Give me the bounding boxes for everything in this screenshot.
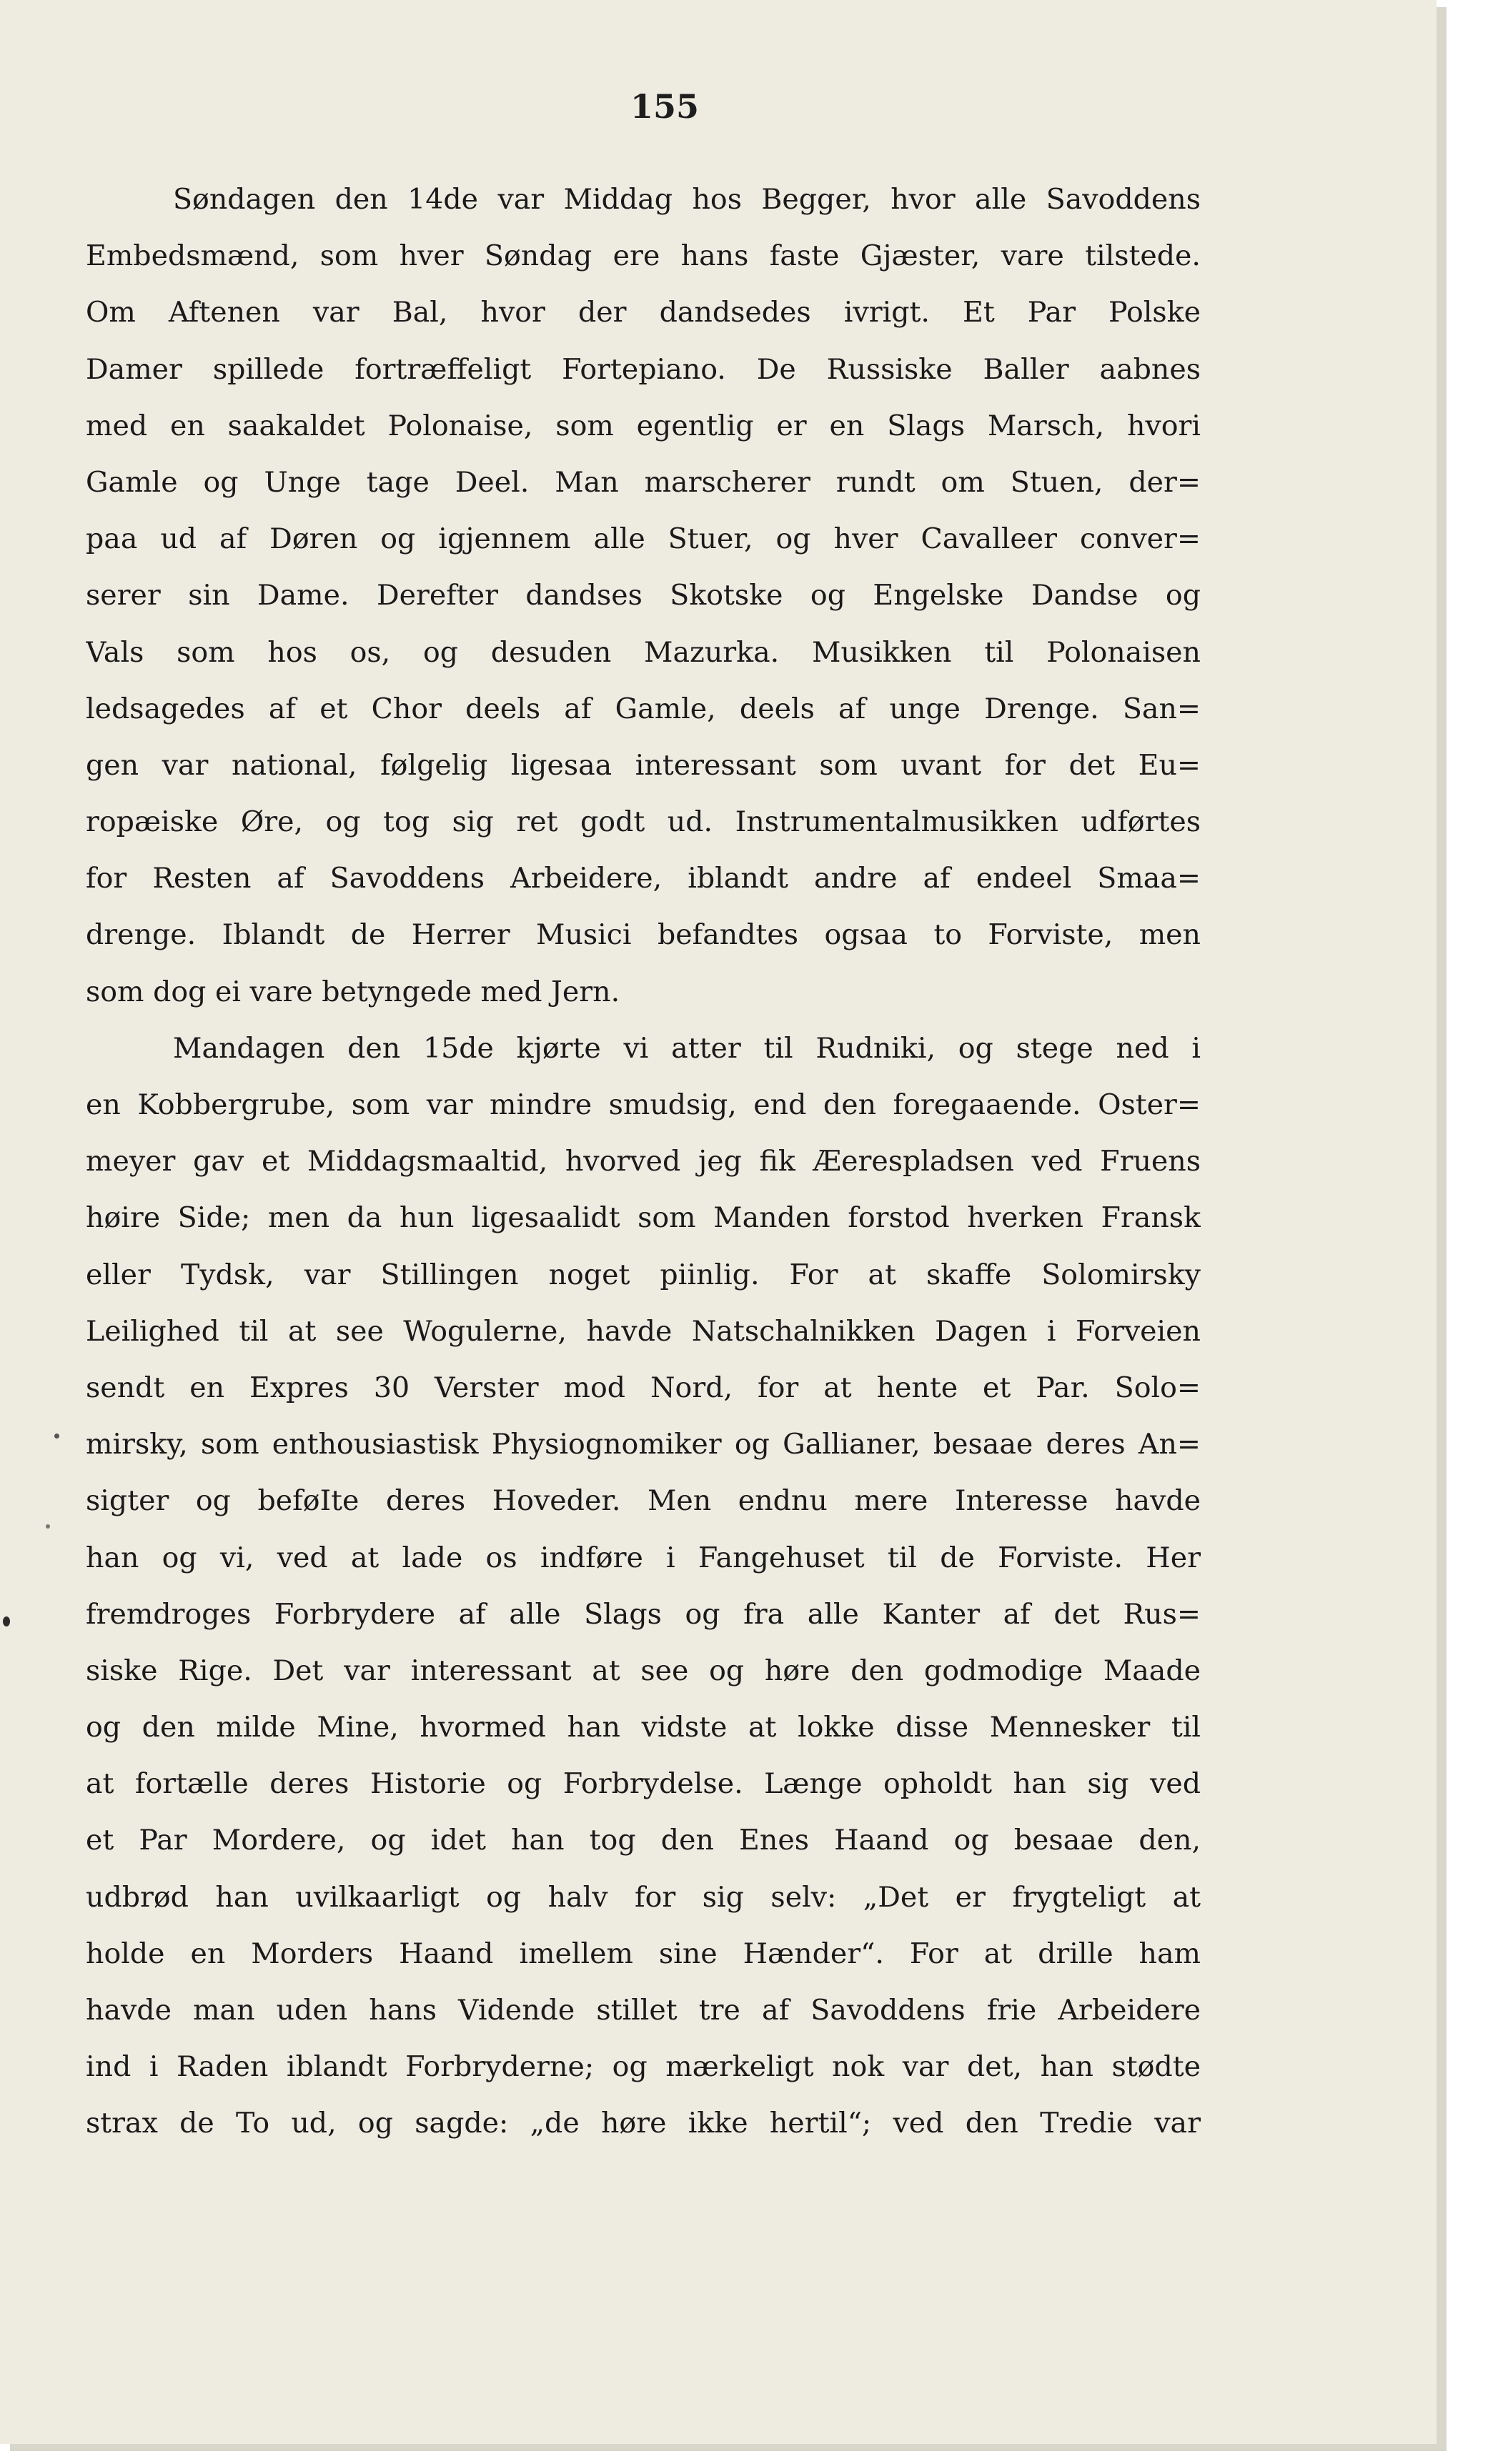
text-line: paa ud af Døren og igjennem alle Stuer, og hver Cavalleer conver= bbox=[86, 522, 1201, 556]
text-line: Vals som hos os, og desuden Mazurka. Musikken til Polonaisen bbox=[86, 635, 1201, 669]
text-line: holde en Morders Haand imellem sine Hænder“. For at drille ham bbox=[86, 1937, 1201, 1970]
text-line: udbrød han uvilkaarligt og halv for sig selv: „Det er frygteligt at bbox=[86, 1880, 1201, 1914]
text-line: Mandagen den 15de kjørte vi atter til Rudniki, og stege ned i bbox=[173, 1031, 1201, 1065]
margin-speck bbox=[54, 1434, 59, 1439]
text-line: Leilighed til at see Wogulerne, havde Natschalnikken Dagen i Forveien bbox=[86, 1314, 1201, 1348]
text-line: Om Aftenen var Bal, hvor der dandsedes ivrigt. Et Par Polske bbox=[86, 296, 1201, 329]
text-line: serer sin Dame. Derefter dandses Skotske og Engelske Dandse og bbox=[86, 579, 1201, 612]
text-line: ropæiske Øre, og tog sig ret godt ud. Instrumentalmusikken udførtes bbox=[86, 805, 1201, 839]
text-line: et Par Mordere, og idet han tog den Enes Haand og besaae den, bbox=[86, 1824, 1201, 1857]
text-line: siske Rige. Det var interessant at see og høre den godmodige Maade bbox=[86, 1654, 1201, 1687]
margin-speck bbox=[46, 1524, 50, 1529]
text-line: ind i Raden iblandt Forbryderne; og mærkeligt nok var det, han stødte bbox=[86, 2050, 1201, 2084]
text-line: fremdroges Forbrydere af alle Slags og fra alle Kanter af det Rus= bbox=[86, 1597, 1201, 1631]
text-line: at fortælle deres Historie og Forbrydelse. Længe opholdt han sig ved bbox=[86, 1767, 1201, 1801]
text-line: havde man uden hans Vidende stillet tre af Savoddens frie Arbeidere bbox=[86, 1994, 1201, 2027]
text-line: Søndagen den 14de var Middag hos Begger, hvor alle Savoddens bbox=[173, 183, 1201, 216]
text-line: Gamle og Unge tage Deel. Man marscherer rundt om Stuen, der= bbox=[86, 465, 1201, 499]
text-line: med en saakaldet Polonaise, som egentlig er en Slags Marsch, hvori bbox=[86, 409, 1201, 442]
text-line: sendt en Expres 30 Verster mod Nord, for at hente et Par. Solo= bbox=[86, 1371, 1201, 1404]
text-line: eller Tydsk, var Stillingen noget piinlig. For at skaffe Solomirsky bbox=[86, 1258, 1201, 1291]
text-line: og den milde Mine, hvormed han vidste at lokke disse Mennesker til bbox=[86, 1711, 1201, 1744]
margin-speck bbox=[3, 1616, 10, 1626]
text-line: sigter og beføIte deres Hoveder. Men endnu mere Interesse havde bbox=[86, 1484, 1201, 1518]
text-line: strax de To ud, og sagde: „de høre ikke hertil“; ved den Tredie var bbox=[86, 2107, 1201, 2140]
text-line: Damer spillede fortræffeligt Fortepiano. De Russiske Baller aabnes bbox=[86, 352, 1201, 386]
text-line: for Resten af Savoddens Arbeidere, iblandt andre af endeel Smaa= bbox=[86, 862, 1201, 895]
text-line: gen var national, følgelig ligesaa interessant som uvant for det Eu= bbox=[86, 748, 1201, 782]
text-line: en Kobbergrube, som var mindre smudsig, end den foregaaende. Oster= bbox=[86, 1088, 1201, 1121]
text-line: drenge. Iblandt de Herrer Musici befandtes ogsaa to Forviste, men bbox=[86, 918, 1201, 952]
text-line: han og vi, ved at lade os indføre i Fangehuset til de Forviste. Her bbox=[86, 1541, 1201, 1574]
body-text bbox=[86, 172, 1201, 2152]
text-line: ledsagedes af et Chor deels af Gamle, deels af unge Drenge. San= bbox=[86, 692, 1201, 725]
text-line: som dog ei vare betyngede med Jern. bbox=[86, 975, 620, 1008]
text-line: meyer gav et Middagsmaaltid, hvorved jeg fik Æerespladsen ved Fruens bbox=[86, 1145, 1201, 1178]
text-line: Embedsmænd, som hver Søndag ere hans faste Gjæster, vare tilstede. bbox=[86, 239, 1201, 273]
text-line: høire Side; men da hun ligesaalidt som Manden forstod hverken Fransk bbox=[86, 1201, 1201, 1235]
text-line: mirsky, som enthousiastisk Physiognomiker og Gallianer, besaae deres An= bbox=[86, 1428, 1201, 1461]
page-number: 155 bbox=[630, 87, 700, 126]
